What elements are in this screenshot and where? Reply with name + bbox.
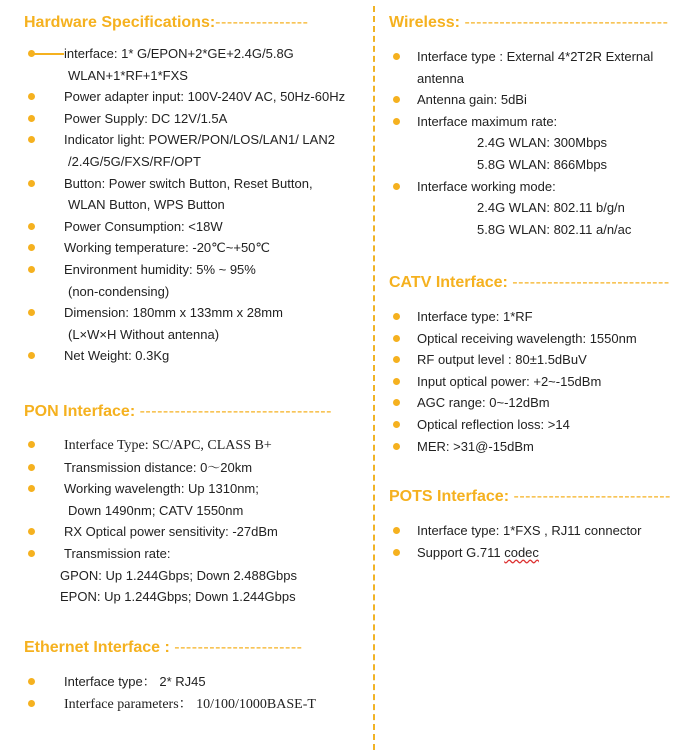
bullet-icon xyxy=(393,399,400,406)
item-text: Working wavelength: Up 1310nm; xyxy=(64,481,259,497)
ethernet-list xyxy=(24,671,364,715)
bullet-icon xyxy=(393,335,400,342)
item-text-cont: WLAN Button, WPS Button xyxy=(68,197,225,213)
item-text: RX Optical power sensitivity: -27dBm xyxy=(64,524,278,540)
bullet-icon xyxy=(393,378,400,385)
bullet-icon xyxy=(28,136,35,143)
list-item xyxy=(24,302,364,345)
item-text-cont: Down 1490nm; CATV 1550nm xyxy=(68,502,244,518)
list-item xyxy=(389,176,694,198)
pon-title-text: PON Interface: xyxy=(24,403,136,420)
item-text-cont: (L×W×H Without antenna) xyxy=(68,326,220,342)
catv-section xyxy=(389,272,694,457)
bullet-icon xyxy=(28,223,35,230)
bullet-icon xyxy=(28,93,35,100)
list-item xyxy=(389,111,694,133)
bullet-icon xyxy=(28,244,35,251)
list-item xyxy=(24,671,364,693)
ethernet-title xyxy=(24,637,364,659)
item-text: Net Weight: 0.3Kg xyxy=(64,348,170,364)
bullet-line xyxy=(34,53,64,55)
list-item xyxy=(24,345,364,367)
item-text: Power Supply: DC 12V/1.5A xyxy=(64,110,228,126)
item-text-underlined: codec xyxy=(504,544,539,560)
bullet-icon xyxy=(28,485,35,492)
item-text-cont: (non-condensing) xyxy=(68,283,170,299)
bullet-icon xyxy=(28,550,35,557)
bullet-icon xyxy=(28,180,35,187)
list-item xyxy=(389,306,694,328)
item-text: Interface working mode: xyxy=(417,178,556,194)
wireless-title-text: Wireless: xyxy=(389,14,460,31)
bullet-icon xyxy=(28,266,35,273)
list-item xyxy=(389,392,694,414)
item-text-cont: WLAN+1*RF+1*FXS xyxy=(68,67,188,83)
title-dash: ---------------- xyxy=(215,14,309,31)
pon-title xyxy=(24,401,364,423)
max-rate-line: 2.4G WLAN: 300Mbps xyxy=(477,135,608,151)
list-item xyxy=(389,414,694,436)
bullet-icon xyxy=(28,678,35,685)
list-item xyxy=(24,129,364,172)
list-item xyxy=(24,457,364,479)
catv-title xyxy=(389,272,694,294)
list-item xyxy=(24,543,364,565)
item-text: Interface type： 2* RJ45 xyxy=(64,674,206,689)
list-item xyxy=(389,89,694,111)
bullet-icon xyxy=(28,441,35,448)
title-dash: --------------------------- xyxy=(512,274,670,291)
list-item xyxy=(389,46,694,89)
item-text: RF output level : 80±1.5dBuV xyxy=(417,352,587,368)
item-text: Interface type: 1*RF xyxy=(417,309,533,324)
bullet-icon xyxy=(28,352,35,359)
item-text: Interface type : External 4*2T2R External xyxy=(417,49,654,64)
item-text: MER: >31@-15dBm xyxy=(417,438,534,454)
item-text: Button: Power switch Button, Reset Button, xyxy=(64,175,313,191)
mode-line: 5.8G WLAN: 802.11 a/n/ac xyxy=(477,221,632,237)
item-text: Interface maximum rate: xyxy=(417,113,558,129)
hardware-section xyxy=(24,12,364,367)
item-text: Support G.711 xyxy=(417,544,505,560)
title-dash: ---------------------- xyxy=(174,639,303,656)
bullet-icon xyxy=(393,183,400,190)
item-text: Environment humidity: 5% ~ 95% xyxy=(64,261,256,277)
pon-rates xyxy=(24,565,364,608)
item-text: Power adapter input: 100V-240V AC, 50Hz-60Hz xyxy=(64,89,346,105)
list-item xyxy=(24,478,364,521)
bullet-icon xyxy=(393,118,400,125)
hardware-title-text: Hardware Specifications: xyxy=(24,14,216,31)
item-text: Power Consumption: <18W xyxy=(64,218,223,234)
bullet-icon xyxy=(393,549,400,556)
pots-list xyxy=(389,520,694,563)
item-text: interface: 1* G/EPON+2*GE+2.4G/5.8G xyxy=(64,46,294,61)
bullet-icon xyxy=(393,527,400,534)
wireless-mode-list xyxy=(389,176,694,198)
bullet-icon xyxy=(393,421,400,428)
rate-line: EPON: Up 1.244Gbps; Down 1.244Gbps xyxy=(60,589,296,605)
item-text: Transmission rate: xyxy=(64,545,171,561)
bullet-icon xyxy=(393,313,400,320)
column-divider xyxy=(373,6,375,750)
list-item xyxy=(389,542,694,564)
list-item xyxy=(24,173,364,216)
list-item xyxy=(24,43,364,86)
item-text: Optical reflection loss: >14 xyxy=(417,416,570,432)
list-item xyxy=(24,237,364,259)
item-text: AGC range: 0~-12dBm xyxy=(417,395,550,411)
list-item xyxy=(389,436,694,458)
pots-title-text: POTS Interface: xyxy=(389,488,510,505)
item-text-cont: antenna xyxy=(417,70,464,86)
bullet-icon xyxy=(28,700,35,707)
list-item xyxy=(389,520,694,542)
ethernet-section xyxy=(24,637,364,715)
list-item xyxy=(24,521,364,543)
item-text: Indicator light: POWER/PON/LOS/LAN1/ LAN2 xyxy=(64,132,335,148)
bullet-icon xyxy=(28,115,35,122)
bullet-icon xyxy=(393,53,400,60)
pots-title xyxy=(389,486,694,508)
item-text: Interface Type: SC/APC, CLASS B+ xyxy=(64,438,272,453)
list-item xyxy=(389,328,694,350)
rate-line: GPON: Up 1.244Gbps; Down 2.488Gbps xyxy=(60,567,298,583)
title-dash: --------------------------------- xyxy=(139,403,332,420)
bullet-icon xyxy=(28,528,35,535)
title-dash: ----------------------------------- xyxy=(464,14,669,31)
list-item xyxy=(389,349,694,371)
max-rate-line: 5.8G WLAN: 866Mbps xyxy=(477,156,608,172)
ethernet-title-text: Ethernet Interface : xyxy=(24,639,170,656)
pon-list xyxy=(24,434,364,565)
bullet-icon xyxy=(28,464,35,471)
wireless-list xyxy=(389,46,694,132)
item-text: Antenna gain: 5dBi xyxy=(417,92,527,108)
item-text: Transmission distance: 0～20km xyxy=(64,459,253,475)
wireless-section xyxy=(389,12,694,240)
item-text: Working temperature: -20℃~+50℃ xyxy=(64,240,271,256)
list-item xyxy=(389,371,694,393)
item-text-cont: /2.4G/5G/FXS/RF/OPT xyxy=(68,153,201,169)
hardware-list xyxy=(24,43,364,367)
mode-line: 2.4G WLAN: 802.11 b/g/n xyxy=(477,200,625,216)
list-item xyxy=(24,693,364,716)
pots-section xyxy=(389,486,694,563)
item-text: Interface parameters： 10/100/1000BASE-T xyxy=(64,696,316,712)
item-text: Optical receiving wavelength: 1550nm xyxy=(417,330,637,346)
item-text: Input optical power: +2~-15dBm xyxy=(417,373,602,389)
bullet-icon xyxy=(28,309,35,316)
bullet-icon xyxy=(393,96,400,103)
list-item xyxy=(24,259,364,302)
item-text: Interface type: 1*FXS , RJ11 connector xyxy=(417,523,642,538)
wireless-title xyxy=(389,12,694,34)
list-item xyxy=(24,86,364,108)
item-text: Dimension: 180mm x 133mm x 28mm xyxy=(64,305,283,321)
list-item xyxy=(24,434,364,457)
pon-section xyxy=(24,401,364,608)
hardware-title xyxy=(24,12,364,34)
bullet-icon xyxy=(393,356,400,363)
list-item xyxy=(24,108,364,130)
catv-list xyxy=(389,306,694,457)
title-dash: --------------------------- xyxy=(513,488,671,505)
catv-title-text: CATV Interface: xyxy=(389,274,508,291)
bullet-icon xyxy=(393,443,400,450)
list-item xyxy=(24,216,364,238)
